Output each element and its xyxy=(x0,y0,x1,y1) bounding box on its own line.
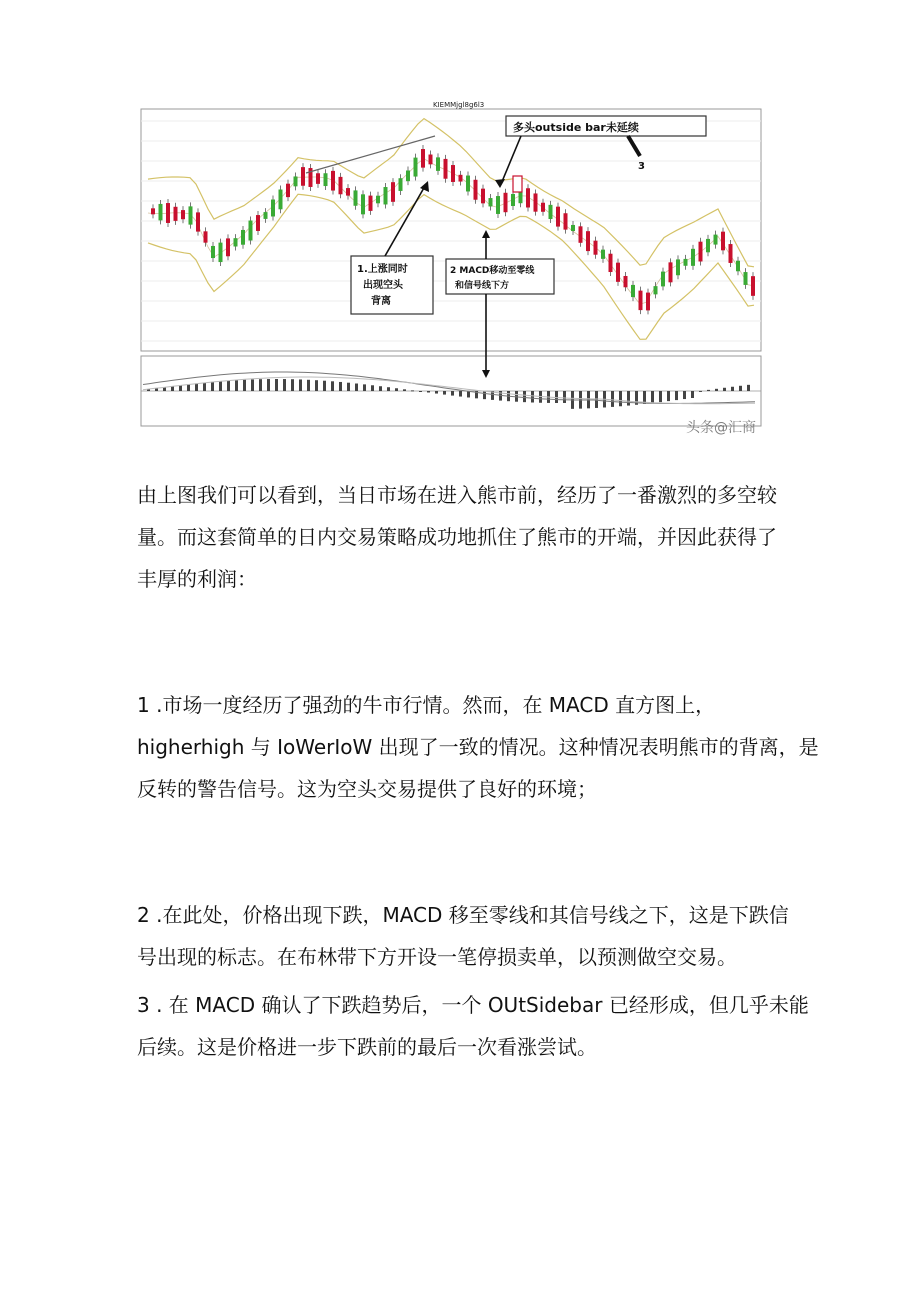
candle xyxy=(466,176,470,192)
chart-title: KIEMMjgl8g6l3 xyxy=(433,101,485,109)
watermark: 头条@汇商 xyxy=(686,420,756,436)
candle xyxy=(526,188,530,207)
macd-histogram-bar xyxy=(411,390,414,391)
macd-histogram-bar xyxy=(275,379,278,391)
candle xyxy=(691,249,695,266)
macd-histogram-bar xyxy=(619,391,622,406)
macd-histogram-bar xyxy=(307,380,310,391)
candle xyxy=(399,178,403,191)
macd-histogram-bar xyxy=(523,391,526,402)
candle xyxy=(601,250,605,259)
macd-histogram-bar xyxy=(723,388,726,391)
candle xyxy=(211,246,215,258)
candle xyxy=(639,291,643,310)
candle xyxy=(346,188,350,196)
macd-histogram-bar xyxy=(483,391,486,399)
candle xyxy=(721,232,725,251)
candle xyxy=(406,171,410,182)
paragraph-line: 号出现的标志。在布林带下方开设一笔停损卖单，以预测做空交易。 xyxy=(137,945,737,969)
candle xyxy=(481,189,485,204)
macd-histogram-bar xyxy=(195,383,198,391)
macd-histogram-bar xyxy=(451,391,454,396)
outside-bar-callout-text: 多头outside bar未延续 xyxy=(513,121,639,134)
macd-histogram-bar xyxy=(427,391,430,392)
candle xyxy=(631,285,635,297)
candle xyxy=(729,244,733,263)
macd-histogram-bar xyxy=(251,379,254,391)
macd-histogram-bar xyxy=(715,389,718,391)
candle xyxy=(436,157,440,170)
candle xyxy=(489,198,493,206)
candlestick-chart-figure xyxy=(133,96,773,441)
macd-histogram-bar xyxy=(419,391,422,392)
candle xyxy=(219,243,223,262)
candle xyxy=(684,259,688,266)
macd-histogram-bar xyxy=(443,391,446,395)
candle xyxy=(361,194,365,214)
candle xyxy=(294,176,298,186)
macd-histogram-bar xyxy=(227,381,230,391)
candle xyxy=(496,196,500,214)
candle xyxy=(256,215,260,231)
candle xyxy=(444,159,448,179)
paragraph-line: 1 .市场一度经历了强劲的牛市行情。然而，在 MACD 直方图上， xyxy=(137,693,716,717)
candle xyxy=(226,238,230,256)
candle xyxy=(204,231,208,242)
macd-histogram-bar xyxy=(331,381,334,391)
macd-histogram-bar xyxy=(371,385,374,391)
candle xyxy=(384,187,388,204)
candle xyxy=(661,272,665,287)
candle xyxy=(459,175,463,182)
candle xyxy=(249,221,253,241)
candle xyxy=(414,158,418,177)
candle xyxy=(669,262,673,282)
candle xyxy=(534,193,538,211)
paragraph-line: 由上图我们可以看到，当日市场在进入熊市前，经历了一番激烈的多空较 xyxy=(137,483,777,507)
candle xyxy=(594,241,598,255)
candle xyxy=(714,235,718,245)
macd-histogram-bar xyxy=(395,388,398,391)
candle xyxy=(331,171,335,191)
annotation-2-line: 和信号线下方 xyxy=(455,281,510,291)
macd-histogram-bar xyxy=(323,381,326,391)
candle xyxy=(571,225,575,231)
macd-histogram-bar xyxy=(459,391,462,397)
annotation-3-label: 3 xyxy=(638,161,645,172)
macd-histogram-bar xyxy=(691,391,694,398)
macd-histogram-bar xyxy=(379,386,382,391)
paragraph-line: 2 .在此处，价格出现下跌，MACD 移至零线和其信号线之下，这是下跌信 xyxy=(137,903,789,927)
paragraph-line: higherhigh 与 IoWerIoW 出现了一致的情况。这种情况表明熊市的背离，是 xyxy=(137,735,819,759)
candle xyxy=(286,184,290,197)
macd-histogram-bar xyxy=(739,386,742,391)
macd-histogram-bar xyxy=(403,389,406,391)
annotation-1-line: 出现空头 xyxy=(363,280,403,291)
candle xyxy=(264,212,268,219)
macd-histogram-bar xyxy=(699,391,702,392)
candle xyxy=(676,259,680,275)
macd-histogram-bar xyxy=(651,391,654,403)
annotation-1-line: 背离 xyxy=(371,296,391,307)
macd-histogram-bar xyxy=(667,391,670,401)
chart-svg xyxy=(133,96,773,441)
candle xyxy=(189,206,193,224)
macd-histogram-bar xyxy=(259,379,262,391)
macd-histogram-bar xyxy=(283,379,286,391)
candle xyxy=(616,263,620,282)
macd-histogram-bar xyxy=(267,379,270,391)
macd-histogram-bar xyxy=(731,387,734,391)
candle xyxy=(511,194,515,206)
macd-histogram-bar xyxy=(683,391,686,399)
macd-histogram-bar xyxy=(211,382,214,391)
annotation-1-line: 1.上涨同时 xyxy=(357,264,408,275)
macd-histogram-bar xyxy=(627,391,630,406)
candle xyxy=(451,165,455,182)
candle xyxy=(751,276,755,296)
macd-histogram-bar xyxy=(675,391,678,400)
macd-histogram-bar xyxy=(243,380,246,391)
candle xyxy=(196,212,200,231)
candle xyxy=(241,230,245,245)
paragraph-point-1 xyxy=(137,684,819,810)
macd-histogram-bar xyxy=(435,391,438,394)
paragraph-line: 量。而这套简单的日内交易策略成功地抓住了熊市的开端，并因此获得了 xyxy=(137,525,777,549)
macd-histogram-bar xyxy=(291,379,294,391)
candle xyxy=(376,196,380,204)
macd-histogram-bar xyxy=(347,383,350,391)
paragraph-line: 反转的警告信号。这为空头交易提供了良好的环境； xyxy=(137,777,597,801)
candle xyxy=(151,208,155,214)
macd-histogram-bar xyxy=(187,384,190,391)
candle xyxy=(234,238,238,246)
macd-histogram-bar xyxy=(707,390,710,391)
candle xyxy=(654,286,658,294)
macd-histogram-bar xyxy=(467,391,470,397)
macd-histogram-bar xyxy=(563,391,566,403)
candle xyxy=(316,173,320,184)
candle xyxy=(174,207,178,221)
candle xyxy=(429,155,433,165)
candle xyxy=(166,203,170,223)
candle xyxy=(549,205,553,219)
macd-histogram-bar xyxy=(387,387,390,391)
macd-histogram-bar xyxy=(611,391,614,407)
macd-histogram-bar xyxy=(203,383,206,391)
candle xyxy=(586,231,590,251)
macd-histogram-bar xyxy=(219,381,222,391)
candle xyxy=(421,149,425,168)
candle xyxy=(736,261,740,272)
paragraph-point-3 xyxy=(137,984,809,1068)
candle xyxy=(279,190,283,210)
candle xyxy=(646,293,650,311)
macd-histogram-bar xyxy=(747,385,750,391)
candle xyxy=(324,173,328,186)
candle xyxy=(706,239,710,252)
candle xyxy=(301,167,305,186)
candle xyxy=(519,192,523,203)
candle xyxy=(369,196,373,211)
candle xyxy=(744,272,748,285)
paragraph-line: 后续。这是价格进一步下跌前的最后一次看涨尝试。 xyxy=(137,1035,597,1059)
macd-histogram-bar xyxy=(595,391,598,408)
candle xyxy=(699,242,703,262)
macd-histogram-bar xyxy=(339,382,342,391)
candle xyxy=(391,182,395,202)
macd-histogram-bar xyxy=(315,380,318,391)
candle xyxy=(271,200,275,217)
paragraph-intro xyxy=(137,474,797,600)
paragraph-point-2 xyxy=(137,894,797,978)
candle xyxy=(339,177,343,194)
macd-histogram-bar xyxy=(659,391,662,402)
macd-histogram-bar xyxy=(531,391,534,402)
candle xyxy=(564,213,568,229)
candle xyxy=(624,276,628,287)
candle xyxy=(609,254,613,272)
paragraph-line: 丰厚的利润： xyxy=(137,567,257,591)
candle xyxy=(579,226,583,242)
candle xyxy=(159,204,163,220)
paragraph-line: 3 . 在 MACD 确认了下跌趋势后，一个 OUtSidebar 已经形成，但几乎未能 xyxy=(137,993,809,1017)
annotation-2-line: 2 MACD移动至零线 xyxy=(450,266,535,276)
candle xyxy=(504,193,508,212)
outside-bar-highlight xyxy=(513,176,522,192)
candle xyxy=(474,180,478,200)
candle xyxy=(354,190,358,205)
candle xyxy=(181,210,185,219)
macd-histogram-bar xyxy=(299,379,302,391)
macd-histogram-bar xyxy=(363,384,366,391)
macd-histogram-bar xyxy=(235,380,238,391)
macd-histogram-bar xyxy=(355,384,358,391)
candle xyxy=(556,207,560,227)
candle xyxy=(541,203,545,212)
price-panel-frame xyxy=(141,109,761,351)
